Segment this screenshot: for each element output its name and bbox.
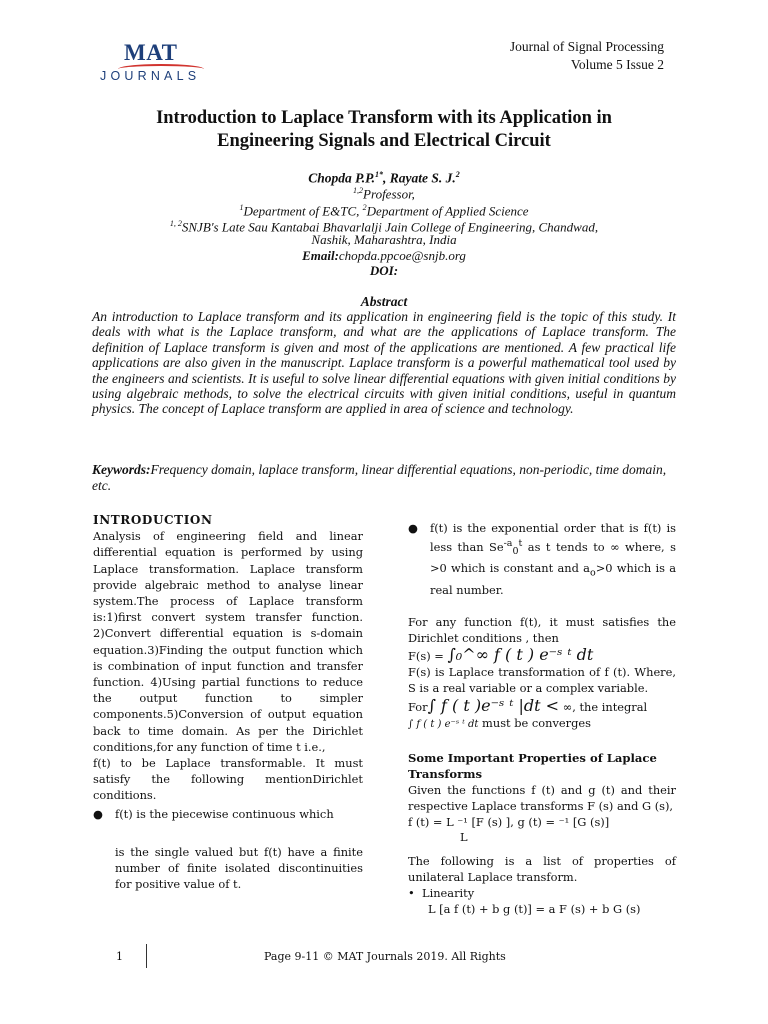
for-tail: ∞, the integral <box>559 700 648 715</box>
bullet-text: Linearity <box>422 886 475 901</box>
doi-label: DOI: <box>369 263 399 278</box>
properties-paragraph: Given the functions f (t) and g (t) and their respective Laplace transforms F (s) and G (s), <box>408 783 676 814</box>
intro-paragraph-1: Analysis of engineering field and linear differential equation is performed by using Laplace transformation. Laplace transform provide algebraic method to analyse linear system.The process of Laplace transform is:1)first convert system transfer function. 2)Convert differential equation is s-domain equation.3)Finding the output function which is combination of input function and transfer function. 4)Using partial functions to reduce the output function to simpler components.5)Conversion of output equation back to time domain. As per the Dirichlet conditions,for any function of time t i.e., <box>93 529 363 754</box>
integral-tail: must be converges <box>478 716 591 731</box>
dept1-sup: 1 <box>239 203 244 212</box>
inverse-L-symbol: L <box>460 829 468 844</box>
intro-paragraph-3: is the single valued but f(t) have a finite number of finite isolated discontinuities for positive value of t. <box>115 844 363 892</box>
journal-name: Journal of Signal Processing <box>509 39 664 54</box>
email-label: Email: <box>302 248 339 263</box>
eq-lhs: F(s) = <box>408 648 448 663</box>
journal-logo <box>100 40 210 84</box>
convergence-line <box>408 698 676 715</box>
journal-volume: Volume 5 Issue 2 <box>570 57 664 72</box>
logo-brand: MAT <box>124 40 178 65</box>
dept2-text: Department of Applied Science <box>366 203 529 219</box>
dept2-sup: 2 <box>362 203 367 212</box>
right-column <box>408 520 676 918</box>
definition-paragraph: F(s) is Laplace transformation of f (t). Where, S is a real variable or a complex variable. <box>408 664 676 695</box>
linearity-equation: L [a f (t) + b g (t)] = a F (s) + b G (s) <box>428 902 641 917</box>
abstract-heading: Abstract <box>360 294 408 309</box>
inst-sup: 1, 2 <box>169 219 182 228</box>
dirichlet-paragraph: For any function f(t), it must satisfies the Dirichlet conditions , then <box>408 615 676 646</box>
author-1-affil: 1* <box>374 170 383 179</box>
title-line-1: Introduction to Laplace Transform with its Application in <box>156 108 612 128</box>
for-label: For <box>408 700 428 715</box>
abstract-body: An introduction to Laplace transform and its application in engineering field is the topic of this study. It deals with what is the Laplace transform, and what are the applications of Laplace transform. The definition of Laplace transform is given and most of the applications are mentioned. A few practical life applications are also given in the manuscript. Laplace transform is a powerful mathematical tool used by the engineers and scientists. It is useful to solve linear differential equations with given initial conditions by using algebraic methods, to solve the electrical circuits with given initial conditions, useful in quantum physics. The concept of Laplace transform are applied in area of science and technology. <box>92 309 676 417</box>
bullet-icon: • <box>408 886 415 901</box>
bullet-sub-2: o <box>589 567 596 579</box>
bullet-text-a: f(t) is the exponential order that is f(t) is less than Se <box>430 521 676 554</box>
bullet-sup: -a <box>503 538 513 550</box>
properties-list-intro: The following is a list of properties of unilateral Laplace transform. <box>408 853 676 885</box>
properties-heading: Some Important Properties of Laplace Transforms <box>408 750 657 781</box>
footer-page-number: 1 <box>116 950 123 963</box>
integral-line <box>408 715 676 733</box>
intro-paragraph-2: f(t) to be Laplace transformable. It must satisfy the following mentionDirichlet conditions. <box>93 756 363 803</box>
author-1: Chopda P.P. <box>308 170 375 186</box>
title-line-2: Engineering Signals and Electrical Circuit <box>217 131 551 151</box>
bullet-sub: 0 <box>512 546 519 558</box>
integral-expression: ∫ f ( t ) e⁻ˢ ᵗ dt <box>408 719 479 731</box>
author-2: Rayate S. J. <box>389 170 456 186</box>
author-separator: , <box>382 170 390 186</box>
inst-text: SNJB's Late Sau Kantabai Bhavarlalji Jain College of Engineering, Chandwad, <box>181 219 599 235</box>
bullet-text-b: as t tends to ∞ where, s >0 which is constant and a <box>430 540 676 576</box>
keywords-label: Keywords: <box>92 462 151 477</box>
bullet-sup-t: t <box>518 538 523 550</box>
role-sup: 1,2 <box>353 186 364 195</box>
email-line <box>80 248 688 263</box>
section-heading-introduction: INTRODUCTION <box>93 513 213 527</box>
for-expression: ∫ f ( t )e⁻ˢ ᵗ |dt < <box>427 696 560 716</box>
role-text: Professor, <box>363 186 415 202</box>
author-2-affil: 2 <box>455 170 460 179</box>
running-header <box>510 38 664 74</box>
page-footer <box>116 950 676 963</box>
bullet-icon: ● <box>93 806 103 821</box>
list-item <box>408 520 676 598</box>
location: Nashik, Maharashtra, India <box>311 232 457 247</box>
inverse-transform-line: f (t) = L ⁻¹ [F (s) ], g (t) = ⁻¹ [G (s)] <box>408 815 610 830</box>
email-address[interactable]: chopda.ppcoe@snjb.org <box>338 248 466 263</box>
bullet-text-c: >0 which is a real number. <box>430 561 676 597</box>
author-role <box>80 183 688 201</box>
laplace-definition-equation <box>408 644 676 664</box>
bullet-text: f(t) is the piecewise continuous which <box>115 806 334 821</box>
list-item <box>408 885 676 901</box>
logo-subtitle: JOURNALS <box>100 69 201 83</box>
bullet-icon: ● <box>408 521 418 535</box>
paper-title <box>80 107 688 153</box>
left-column <box>93 512 363 892</box>
keywords <box>92 462 676 494</box>
eq-rhs: ∫₀^∞ f ( t ) e⁻ˢ ᵗ dt <box>447 644 594 664</box>
footer-copyright: Page 9-11 © MAT Journals 2019. All Rights <box>264 950 506 963</box>
keywords-text: Frequency domain, laplace transform, linear differential equations, non-periodic, time domain, etc. <box>92 462 667 493</box>
dept1-text: Department of E&TC, <box>243 203 363 219</box>
list-item <box>93 806 363 822</box>
